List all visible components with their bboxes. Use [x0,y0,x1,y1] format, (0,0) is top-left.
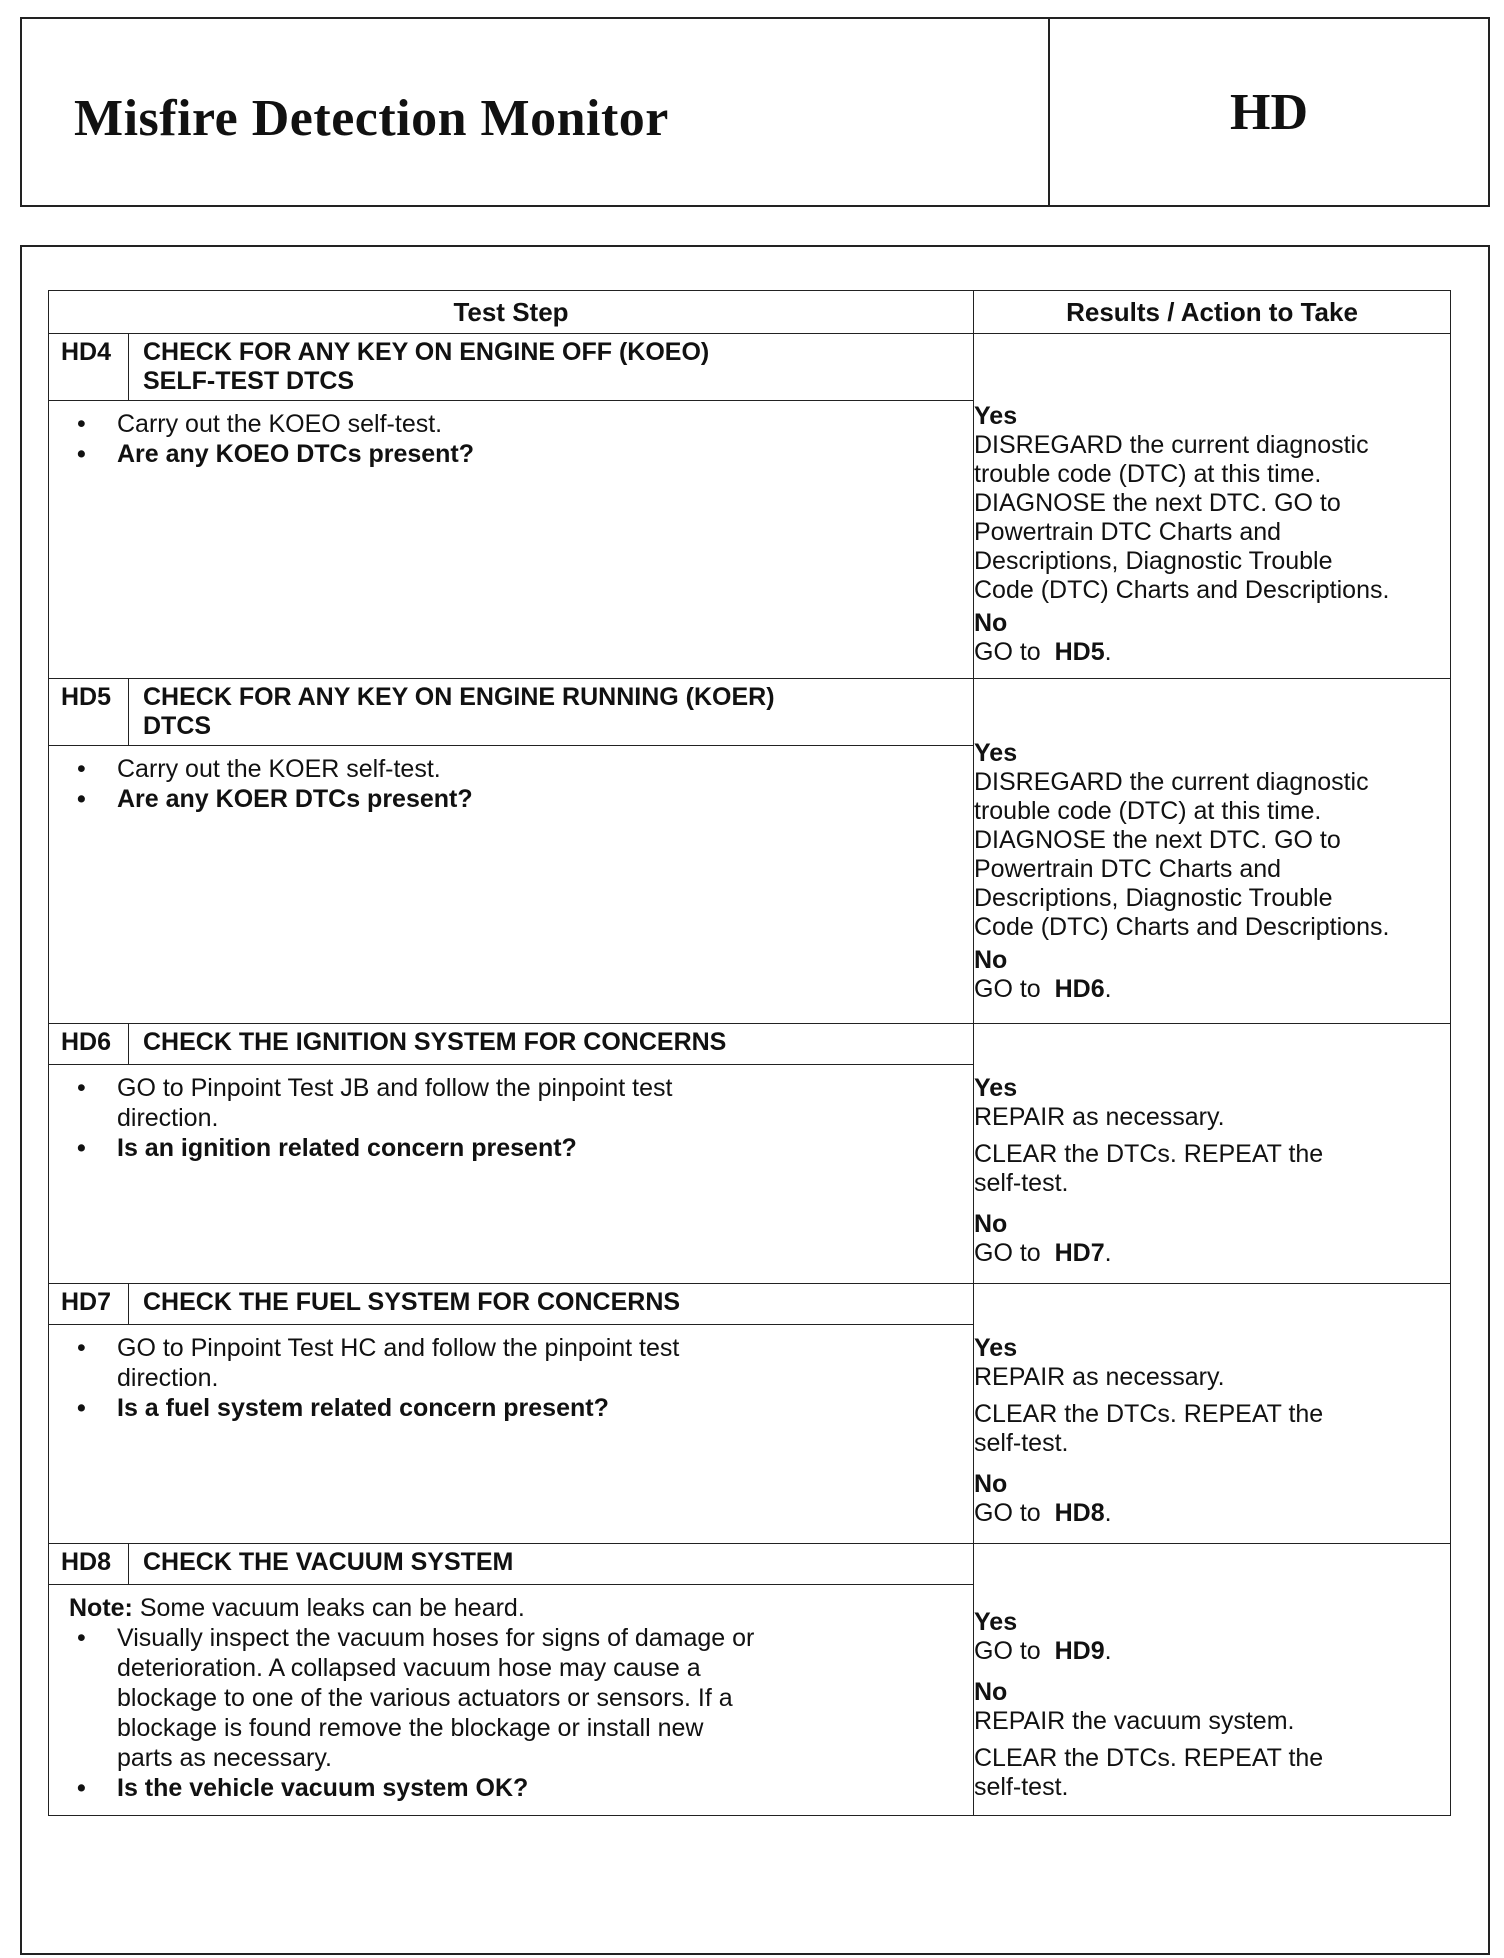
page-title: Misfire Detection Monitor [74,90,669,147]
no-suffix: . [1104,638,1112,666]
step-action-line: GO to Pinpoint Test HC and follow the pinpoint test [117,1334,680,1362]
no-label: No [974,946,1008,974]
goto-step-link[interactable]: HD6 [1054,975,1105,1003]
yes-line: Code (DTC) Charts and Descriptions. [974,576,1390,604]
no-prefix: GO to [974,638,1041,666]
yes-line: Code (DTC) Charts and Descriptions. [974,913,1390,941]
yes-prefix: GO to [974,1637,1041,1665]
no-line [974,975,1450,1004]
step-title-line: CHECK FOR ANY KEY ON ENGINE OFF (KOEO) [143,338,710,366]
step-action [69,1073,953,1133]
step-action-line: Visually inspect the vacuum hoses for signs of damage or [117,1624,755,1652]
yes-label: Yes [974,1074,1018,1102]
step-action [69,1333,953,1393]
result-cell [974,1024,1451,1284]
yes-line: DIAGNOSE the next DTC. GO to [974,489,1341,517]
step-action-line: direction. [117,1104,219,1132]
result-cell [974,334,1451,679]
step-note [69,1593,953,1623]
step-id: HD8 [49,1544,129,1584]
step-cell [49,679,974,1024]
step-action-line: GO to Pinpoint Test JB and follow the pinpoint test [117,1074,673,1102]
step-body [49,1325,973,1431]
step-title [129,334,973,400]
test-steps-table [48,290,1451,1816]
yes-label: Yes [974,739,1018,767]
step-body [49,401,973,477]
no-prefix: GO to [974,1499,1041,1527]
step-body [49,1585,973,1811]
table-row [49,1024,1451,1284]
step-action-line: blockage is found remove the blockage or install new [117,1714,704,1742]
no-suffix: . [1104,1239,1112,1267]
step-id: HD5 [49,679,129,745]
yes-line: trouble code (DTC) at this time. [974,797,1322,825]
yes-line: DISREGARD the current diagnostic [974,768,1369,796]
step-action-line: deterioration. A collapsed vacuum hose may cause a [117,1654,701,1682]
step-action [69,1623,953,1773]
yes-line: CLEAR the DTCs. REPEAT the [974,1140,1324,1168]
step-question: • Is an ignition related concern present? [69,1133,953,1163]
step-question: • Are any KOER DTCs present? [69,784,953,814]
column-header-results: Results / Action to Take [974,291,1451,334]
step-question: • Is a fuel system related concern present? [69,1393,953,1423]
goto-step-link[interactable]: HD7 [1054,1239,1105,1267]
no-line [974,1239,1450,1268]
yes-line: Powertrain DTC Charts and [974,855,1282,883]
yes-label: Yes [974,1608,1018,1636]
no-line: CLEAR the DTCs. REPEAT the [974,1744,1324,1772]
no-line [974,1499,1450,1528]
step-cell [49,334,974,679]
yes-line: CLEAR the DTCs. REPEAT the [974,1400,1324,1428]
step-action-line: direction. [117,1364,219,1392]
goto-step-link[interactable]: HD8 [1054,1499,1105,1527]
step-title: CHECK THE FUEL SYSTEM FOR CONCERNS [143,1288,681,1316]
no-suffix: . [1104,975,1112,1003]
step-question: • Is the vehicle vacuum system OK? [69,1773,953,1803]
step-question: • Are any KOEO DTCs present? [69,439,953,469]
yes-label: Yes [974,402,1018,430]
yes-suffix: . [1104,1637,1112,1665]
step-cell [49,1024,974,1284]
step-id: HD6 [49,1024,129,1064]
no-prefix: GO to [974,975,1041,1003]
step-action: • Carry out the KOEO self-test. [69,409,953,439]
column-header-test-step: Test Step [49,291,974,334]
section-code: HD [1230,83,1308,141]
table-row [49,334,1451,679]
yes-line: trouble code (DTC) at this time. [974,460,1322,488]
goto-step-link[interactable]: HD5 [1054,638,1105,666]
step-body [49,1065,973,1171]
step-id: HD7 [49,1284,129,1324]
note-label: Note: [69,1594,133,1622]
step-action-line: parts as necessary. [117,1744,332,1772]
step-title-line: CHECK FOR ANY KEY ON ENGINE RUNNING (KOER) [143,683,775,711]
yes-line: REPAIR as necessary. [974,1363,1225,1391]
step-id: HD4 [49,334,129,400]
step-title [129,679,973,745]
step-action-line: blockage to one of the various actuators or sensors. If a [117,1684,733,1712]
no-label: No [974,609,1008,637]
step-body [49,746,973,822]
table-row [49,1544,1451,1816]
yes-line: REPAIR as necessary. [974,1103,1225,1131]
note-text: Some vacuum leaks can be heard. [132,1594,525,1622]
yes-line: Powertrain DTC Charts and [974,518,1282,546]
step-cell [49,1544,974,1816]
yes-line: DIAGNOSE the next DTC. GO to [974,826,1341,854]
yes-line: self-test. [974,1429,1069,1457]
no-label: No [974,1210,1008,1238]
table-row [49,679,1451,1024]
result-cell [974,1544,1451,1816]
no-prefix: GO to [974,1239,1041,1267]
step-title: CHECK THE VACUUM SYSTEM [143,1548,514,1576]
table-row [49,1284,1451,1544]
no-suffix: . [1104,1499,1112,1527]
step-title-line: DTCS [143,712,212,740]
yes-line: Descriptions, Diagnostic Trouble [974,884,1333,912]
no-line: self-test. [974,1773,1069,1801]
result-cell [974,679,1451,1024]
no-line [974,638,1450,667]
no-label: No [974,1470,1008,1498]
step-cell [49,1284,974,1544]
header-box [20,17,1490,207]
no-label: No [974,1678,1008,1706]
table-header-row [49,291,1451,334]
no-line: REPAIR the vacuum system. [974,1707,1295,1735]
step-title-line: SELF-TEST DTCS [143,367,355,395]
step-title: CHECK THE IGNITION SYSTEM FOR CONCERNS [143,1028,727,1056]
yes-label: Yes [974,1334,1018,1362]
yes-line: Descriptions, Diagnostic Trouble [974,547,1333,575]
result-cell [974,1284,1451,1544]
yes-line: DISREGARD the current diagnostic [974,431,1369,459]
step-action: • Carry out the KOER self-test. [69,754,953,784]
goto-step-link[interactable]: HD9 [1054,1637,1105,1665]
yes-line: self-test. [974,1169,1069,1197]
yes-line [974,1637,1450,1666]
